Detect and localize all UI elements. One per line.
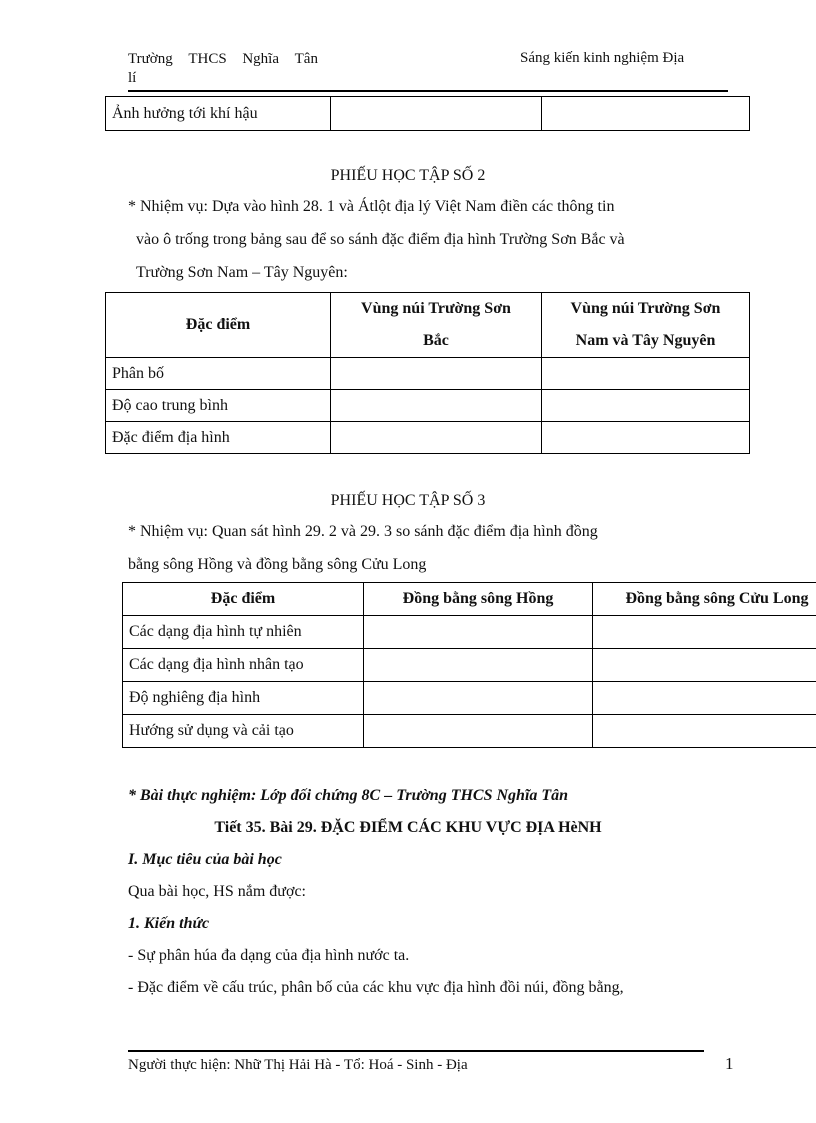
experiment-line: * Bài thực nghiệm: Lớp đối chứng 8C – Trường THCS Nghĩa Tân: [128, 787, 569, 804]
bullet-item: - Đặc điểm về cấu trúc, phân bố của các khu vực địa hình đồi núi, đồng bằng,: [128, 979, 624, 996]
sheet3-task-line1: * Nhiệm vụ: Quan sát hình 29. 2 và 29. 3 so sánh đặc điểm địa hình đồng: [128, 523, 598, 540]
sheet3-task-line2: bằng sông Hồng và đồng bằng sông Cửu Long: [128, 556, 427, 573]
sheet2-task-line3: Trường Sơn Nam – Tây Nguyên:: [136, 264, 348, 281]
table-cell: [542, 97, 750, 131]
table-cell: [364, 715, 593, 748]
table-cell: Độ cao trung bình: [106, 390, 331, 422]
header-word: THCS: [188, 51, 227, 67]
table-climate-fragment: [105, 96, 750, 131]
objectives-heading: I. Mục tiêu của bài học: [128, 851, 282, 868]
table-header-cell: [331, 293, 542, 358]
table-deltas: [122, 582, 816, 748]
header-line: Bắc: [423, 332, 449, 349]
table-cell: [542, 358, 750, 390]
table-row: [123, 616, 816, 649]
header-word: Trường: [128, 51, 173, 67]
table-row: [106, 390, 750, 422]
sheet2-task-line1: * Nhiệm vụ: Dựa vào hình 28. 1 và Átlột địa lý Việt Nam điền các thông tin: [128, 198, 615, 215]
table-cell: Ảnh hưởng tới khí hậu: [106, 97, 331, 131]
header-word: Nghĩa: [242, 51, 279, 67]
table-header-row: [106, 293, 750, 358]
table-cell: Đặc điểm địa hình: [106, 422, 331, 454]
table-row: [123, 682, 816, 715]
table-cell: [593, 649, 816, 682]
table-cell: [331, 422, 542, 454]
table-cell: Các dạng địa hình tự nhiên: [123, 616, 364, 649]
table-row: [123, 649, 816, 682]
table-header-cell: Đồng bằng sông Hồng: [364, 583, 593, 616]
table-cell: Các dạng địa hình nhân tạo: [123, 649, 364, 682]
header-school: [128, 50, 318, 88]
sheet2-task-line2: vào ô trống trong bảng sau để so sánh đặc điểm địa hình Trường Sơn Bắc và: [136, 231, 625, 248]
table-header-cell: Đặc điểm: [123, 583, 364, 616]
knowledge-heading: 1. Kiến thức: [128, 915, 210, 932]
header-line: Vùng núi Trường Sơn: [570, 300, 721, 317]
table-header-row: [123, 583, 816, 616]
table-row: [106, 422, 750, 454]
header-word: Tân: [294, 51, 318, 67]
sheet2-title: PHIẾU HỌC TẬP SỐ 2: [330, 167, 486, 184]
table-cell: [593, 616, 816, 649]
header-title: Sáng kiến kinh nghiệm Địa: [520, 50, 685, 66]
bullet-item: - Sự phân húa đa dạng của địa hình nước ta.: [128, 947, 410, 964]
header-line: Vùng núi Trường Sơn: [361, 300, 511, 317]
table-cell: Phân bố: [106, 358, 331, 390]
table-row: [123, 715, 816, 748]
table-cell: [331, 358, 542, 390]
table-cell: [542, 390, 750, 422]
table-header-cell: [542, 293, 750, 358]
table-cell: [593, 682, 816, 715]
table-cell: Hướng sử dụng và cải tạo: [123, 715, 364, 748]
table-cell: [364, 682, 593, 715]
footer-author: Người thực hiện: Nhữ Thị Hải Hà - Tổ: Hoá - Sinh - Địa: [128, 1057, 468, 1073]
intro-line: Qua bài học, HS nắm được:: [128, 883, 306, 900]
table-cell: Độ nghiêng địa hình: [123, 682, 364, 715]
table-truong-son: [105, 292, 750, 454]
header-left-line2: lí: [128, 70, 137, 86]
page-number: 1: [725, 1054, 734, 1073]
table-cell: [593, 715, 816, 748]
table-row: [106, 97, 750, 131]
sheet3-title: PHIẾU HỌC TẬP SỐ 3: [330, 492, 486, 509]
table-cell: [331, 390, 542, 422]
table-header-cell: Đồng bằng sông Cửu Long: [593, 583, 816, 616]
table-cell: [542, 422, 750, 454]
header-rule: [128, 90, 728, 92]
table-cell: [331, 97, 542, 131]
table-cell: [364, 616, 593, 649]
footer-rule: [128, 1050, 704, 1052]
header-line: Nam và Tây Nguyên: [575, 332, 716, 349]
lesson-title: Tiết 35. Bài 29. ĐẶC ĐIỂM CÁC KHU VỰC ĐỊA HèNH: [214, 819, 602, 836]
table-header-cell: Đặc điểm: [106, 293, 331, 358]
table-cell: [364, 649, 593, 682]
table-row: [106, 358, 750, 390]
